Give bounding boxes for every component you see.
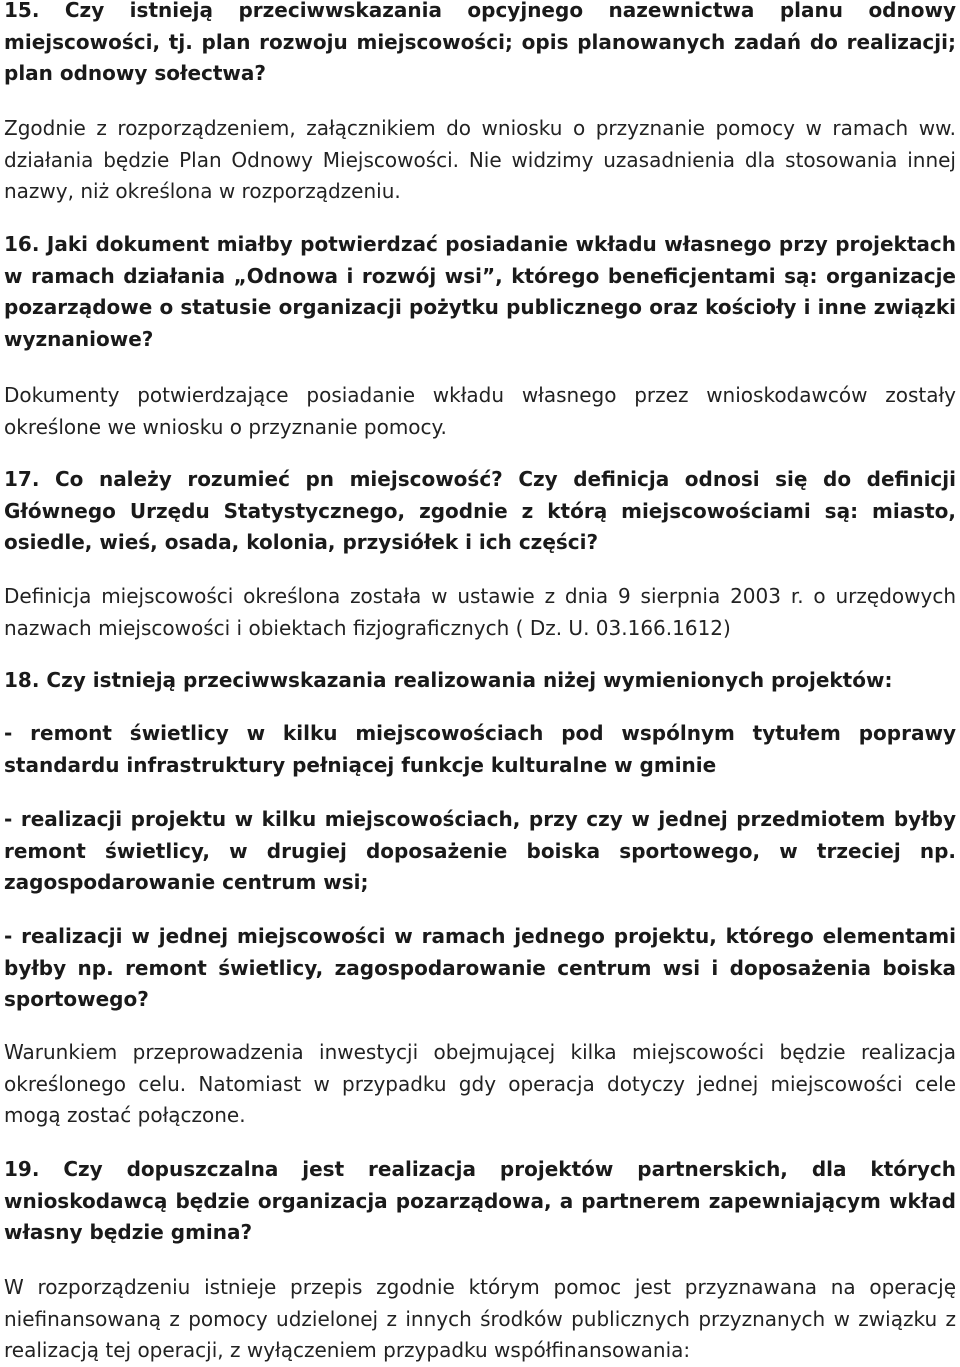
question-19: 19. Czy dopuszczalna jest realizacja projektów partnerskich, dla których wnioskodawcą będzie organizacja pozarządowa, a partnerem zapewniającym wkład własny będzie gmina? xyxy=(4,1157,956,1244)
question-16: 16. Jaki dokument miałby potwierdzać posiadanie wkładu własnego przy projektach w ramach działania „Odnowa i rozwój wsi”, którego beneficjentami są: organizacje pozarządowe o statusie organizacji pożytku publicznego oraz kościoły i inne związki wyznaniowe? xyxy=(4,232,956,351)
question-18-item-2: - realizacji projektu w kilku miejscowościach, przy czy w jednej przedmiotem byłby remont świetlicy, w drugiej doposażenie boiska sportowego, w trzeciej np. zagospodarowanie centrum wsi; xyxy=(4,807,956,894)
question-17: 17. Co należy rozumieć pn miejscowość? Czy definicja odnosi się do definicji Głównego Urzędu Statystycznego, zgodnie z którą miejscowościami są: miasto, osiedle, wieś, osada, kolonia, przysiółek i ich części? xyxy=(4,467,956,554)
question-18-item-1: - remont świetlicy w kilku miejscowościach pod wspólnym tytułem poprawy standardu infrastruktury pełniącej funkcje kulturalne w gminie xyxy=(4,721,956,777)
question-15: 15. Czy istnieją przeciwwskazania opcyjnego nazewnictwa planu odnowy miejscowości, tj. plan rozwoju miejscowości; opis planowanych zadań do realizacji; plan odnowy sołectwa? xyxy=(4,0,956,85)
question-18: 18. Czy istnieją przeciwwskazania realizowania niżej wymienionych projektów: xyxy=(4,668,893,692)
answer-16: Dokumenty potwierdzające posiadanie wkładu własnego przez wnioskodawców zostały określone we wniosku o przyznanie pomocy. xyxy=(4,383,956,439)
answer-17: Definicja miejscowości określona została w ustawie z dnia 9 sierpnia 2003 r. o urzędowych nazwach miejscowości i obiektach fizjograficznych ( Dz. U. 03.166.1612) xyxy=(4,584,956,640)
answer-15: Zgodnie z rozporządzeniem, załącznikiem do wniosku o przyznanie pomocy w ramach ww. działania będzie Plan Odnowy Miejscowości. Nie widzimy uzasadnienia dla stosowania innej nazwy, niż określona w rozporządzeniu. xyxy=(4,116,956,203)
question-18-item-3: - realizacji w jednej miejscowości w ramach jednego projektu, którego elementami byłby np. remont świetlicy, zagospodarowanie centrum wsi i doposażenia boiska sportowego? xyxy=(4,924,956,1011)
answer-19: W rozporządzeniu istnieje przepis zgodnie którym pomoc jest przyznawana na operację niefinansowaną z pomocy udzielonej z innych środków publicznych przyznanych w związku z realizacją tej operacji, z wyłączeniem przypadku współfinansowania: xyxy=(4,1275,956,1362)
answer-18: Warunkiem przeprowadzenia inwestycji obejmującej kilka miejscowości będzie realizacja określonego celu. Natomiast w przypadku gdy operacja dotyczy jednej miejscowości cele mogą zostać połączone. xyxy=(4,1040,956,1127)
